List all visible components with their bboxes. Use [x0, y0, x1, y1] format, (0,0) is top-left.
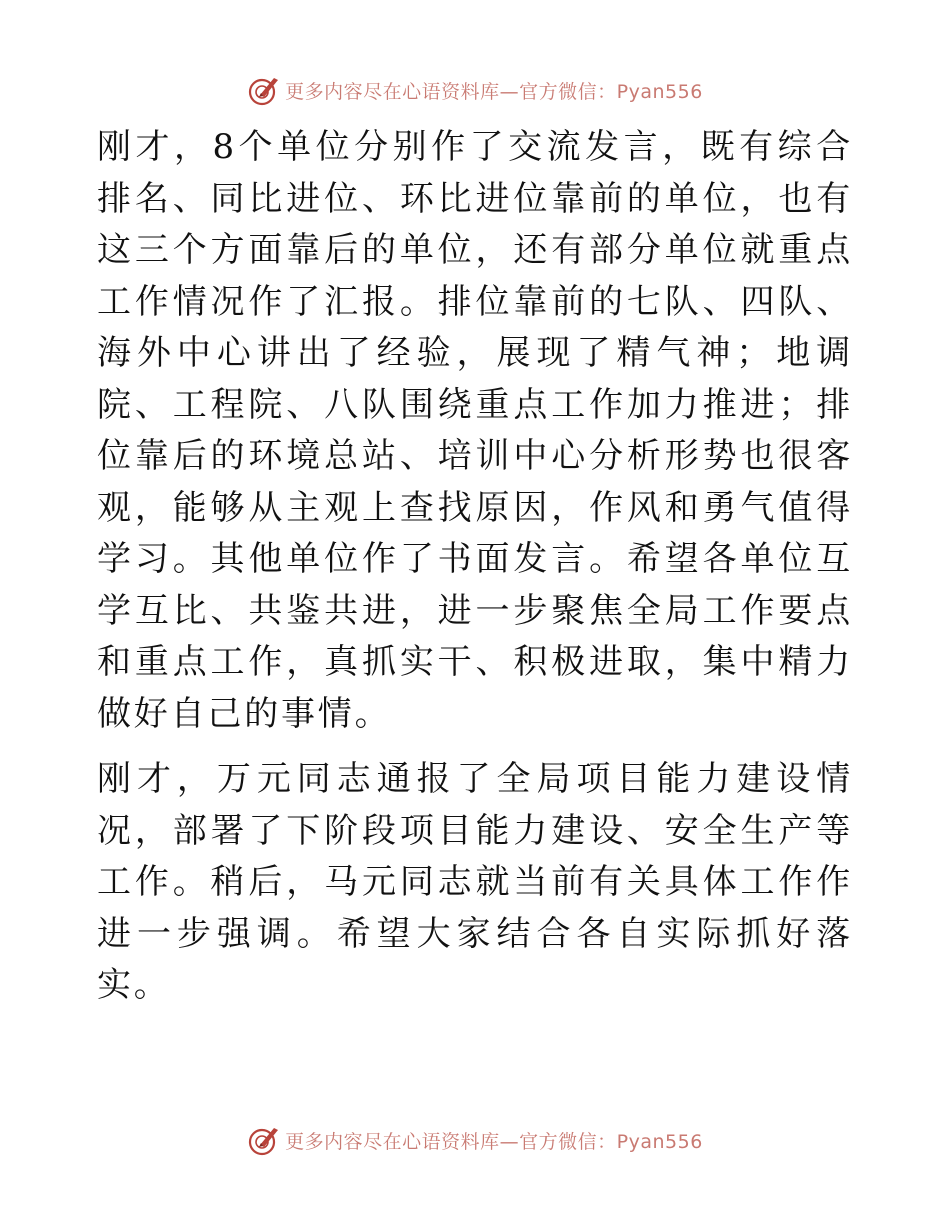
quill-logo-icon [247, 73, 281, 107]
paragraph-1: 刚才，8个单位分别作了交流发言，既有综合排名、同比进位、环比进位靠前的单位，也有这三个方面靠后的单位，还有部分单位就重点工作情况作了汇报。排位靠前的七队、四队、海外中心讲出了经验，展现了精气神；地调院、工程院、八队围绕重点工作加力推进；排位靠后的环境总站、培训中心分析形势也很客观，能够从主观上查找原因，作风和勇气值得学习。其他单位作了书面发言。希望各单位互学互比、共鉴共进，进一步聚焦全局工作要点和重点工作，真抓实干、积极进取，集中精力做好自己的事情。 [97, 127, 853, 734]
footer-banner-text: 更多内容尽在心语资料库—官方微信：Pyan556 [285, 1130, 703, 1153]
document-body [97, 122, 853, 1012]
footer-banner [0, 1120, 950, 1160]
paragraph-2: 刚才，万元同志通报了全局项目能力建设情况，部署了下阶段项目能力建设、安全生产等工作。稍后，马元同志就当前有关具体工作作进一步强调。希望大家结合各自实际抓好落实。 [97, 759, 853, 1005]
header-banner [0, 70, 950, 110]
quill-logo-icon [247, 1123, 281, 1157]
header-banner-text: 更多内容尽在心语资料库—官方微信：Pyan556 [285, 80, 703, 103]
